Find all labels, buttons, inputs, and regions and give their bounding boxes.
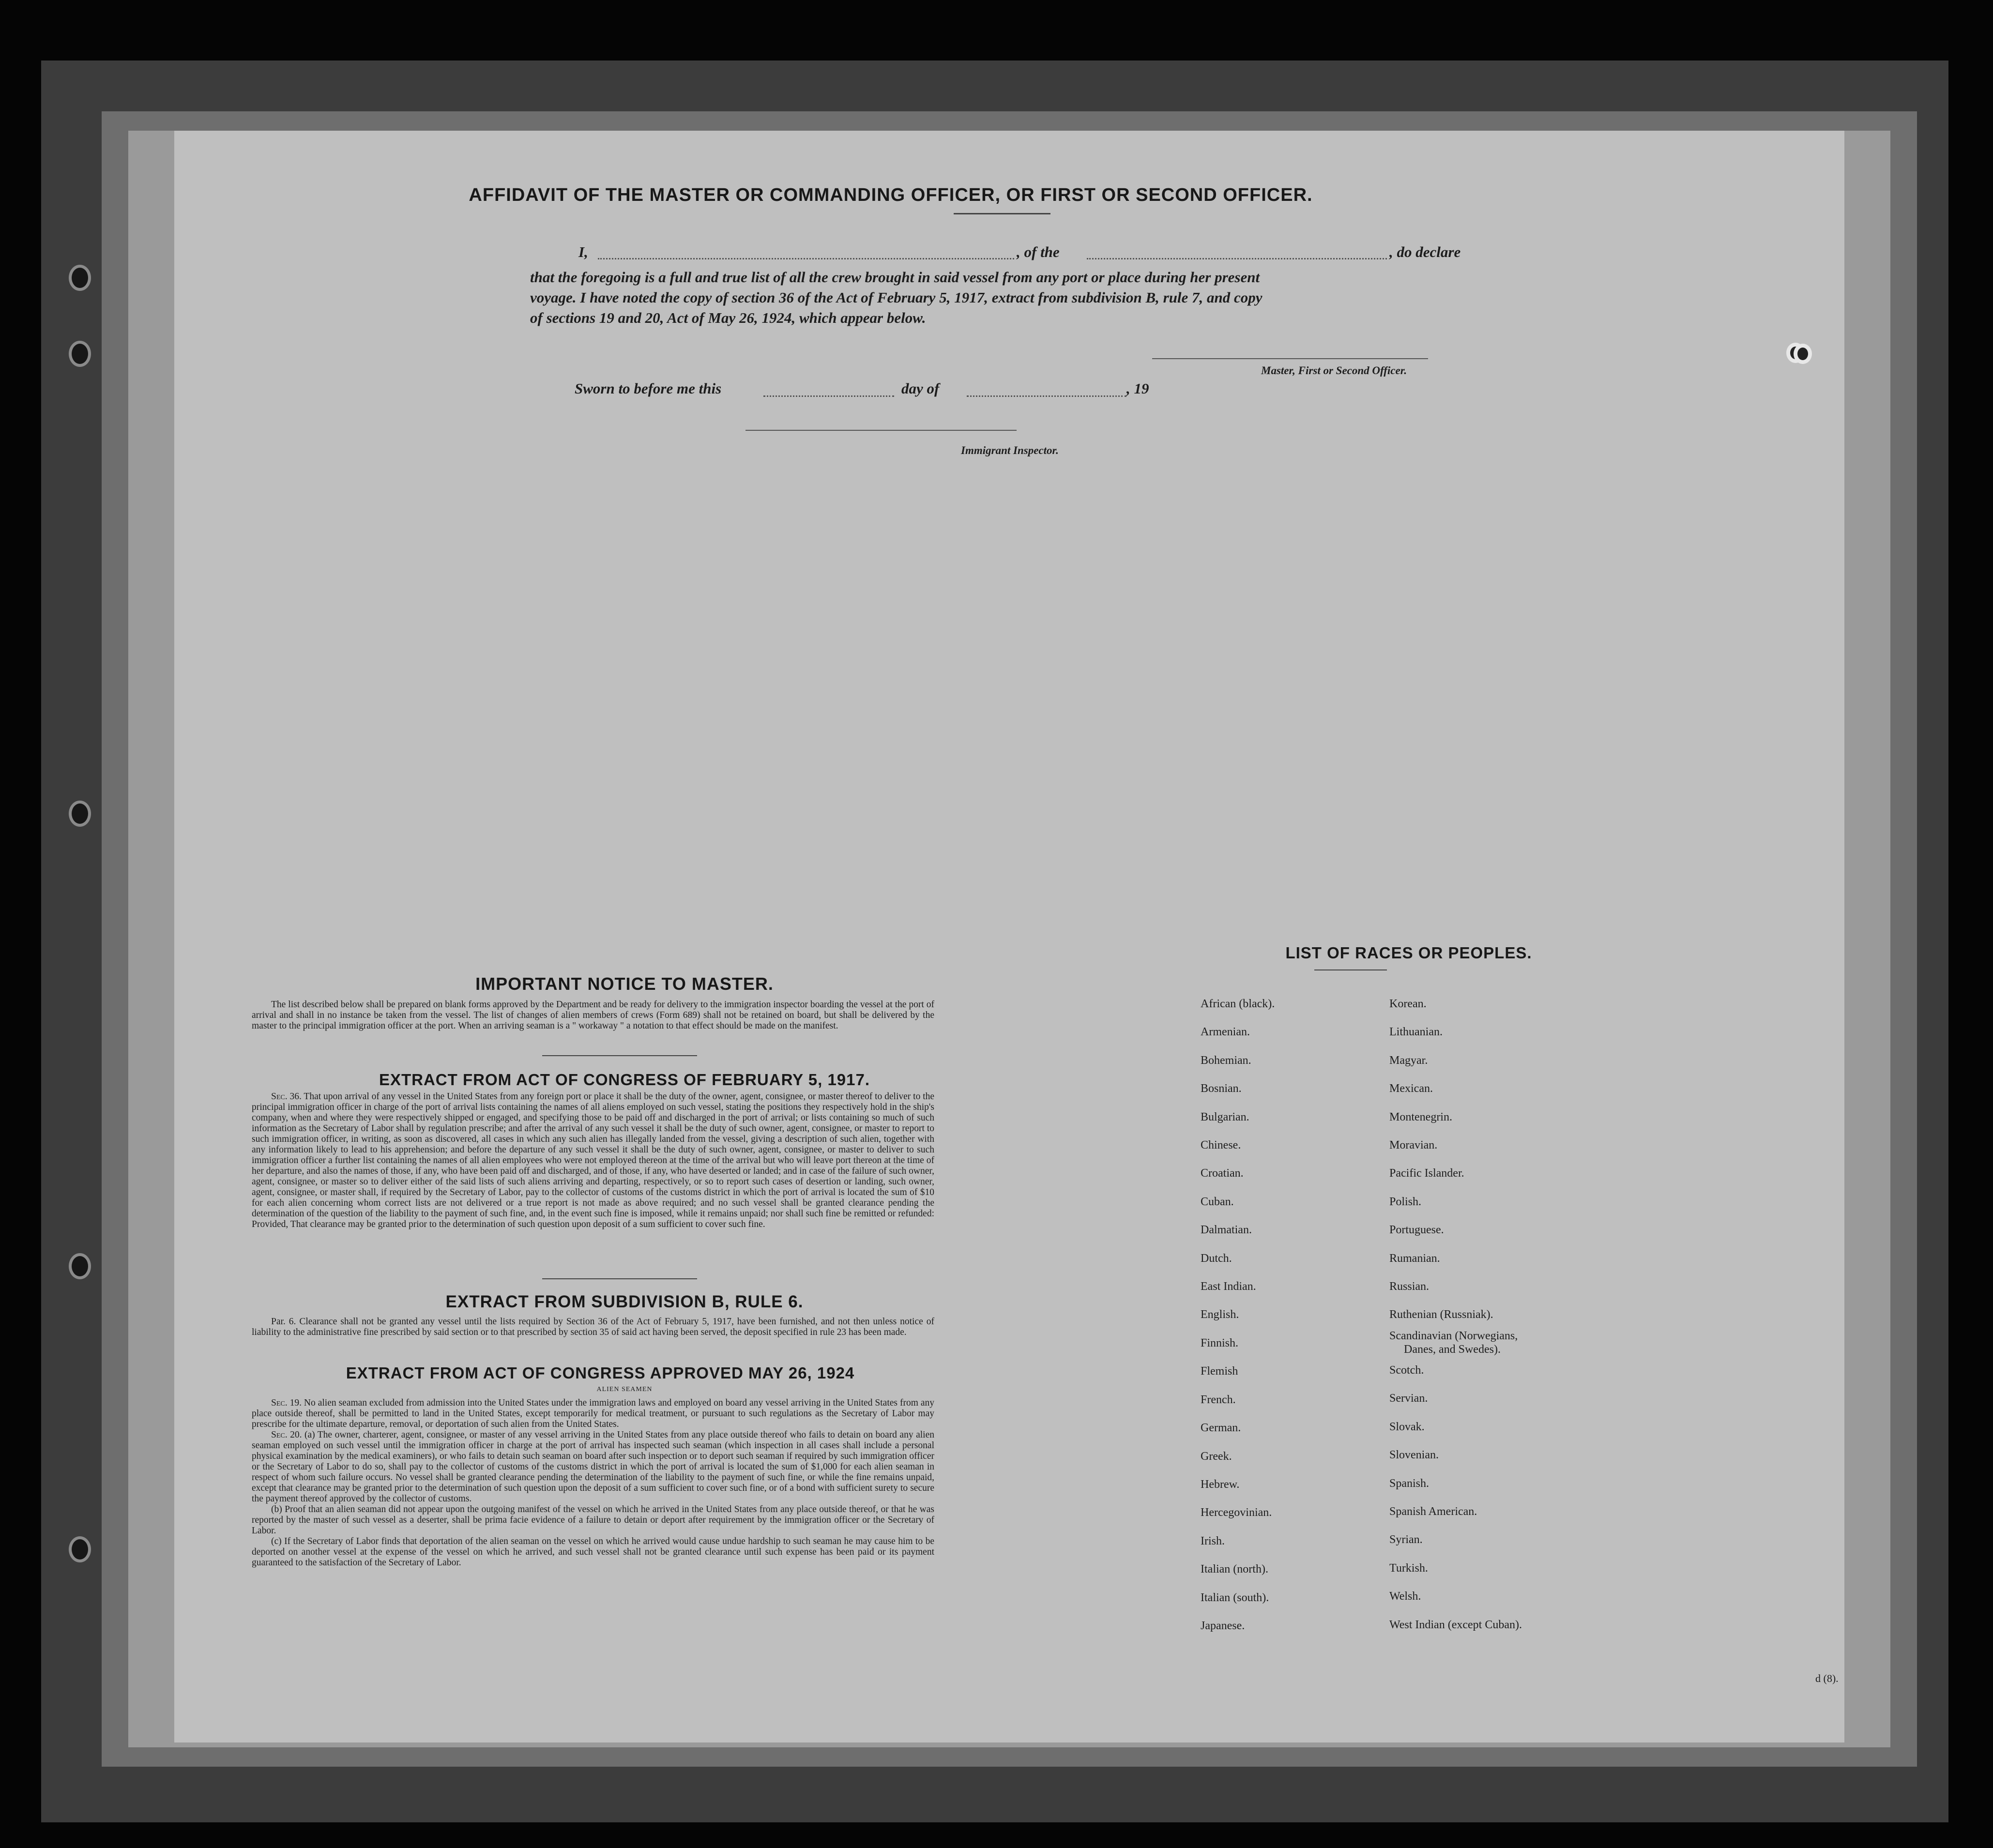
divider: [1314, 969, 1387, 970]
race-item: Welsh.: [1389, 1590, 1421, 1603]
form-number: d (8).: [1815, 1672, 1839, 1684]
race-item: Hebrew.: [1201, 1478, 1240, 1491]
punch-hole: [1794, 344, 1812, 364]
inspector-label: Immigrant Inspector.: [961, 444, 1059, 456]
punch-hole: [72, 344, 88, 364]
extract-1917-text: Sec. 36. That upon arrival of any vessel in the United States from any foreign port or place it shall be the duty of the owner, agent, consignee, or master thereof to deliver to the principal immigration officer in charge of the port of arrival lists containing the names of all aliens employed on such vessel, stating the positions they respectively hold in the ship's company, when and where they were respectively shipped or engaged, and specifying those to be paid off and discharged in the port of arrival; or lists containing so much of such information as the Secretary of Labor shall by regulation prescribe; and after the arrival of any such vessel it shall be the duty of such owner, agent, consignee, or master to report to such immigration officer, in writing, as soon as discovered, all cases in which any such alien has illegally landed from the vessel, giving a description of such alien, together with any information likely to lead to his apprehension; and before the departure of any such vessel it shall be the duty of such owner, agent, consignee, or master to deliver to such immigration officer a further list containing the names of all alien employees who were not employed thereon at the time of the arrival but who will leave port thereon at the time of her departure, and also the names of those, if any, who have been paid off and discharged, and of those, if any, who have deserted or landed; and in case of the failure of such owner, agent, consignee, or master so to deliver either of the said lists of such aliens arriving and departing, respectively, or so to report such cases of desertion or landing, such owner, agent, consignee, or master shall, if required by the Secretary of Labor, pay to the collector of customs of the customs district in which the port of arrival is located the sum of $10 for each alien concerning whom correct lists are not delivered or a true report is not made as above required; and no such vessel shall be granted clearance pending the determination of the question of the liability to the payment of such fine, and, in the event such fine is imposed, while it remains unpaid; nor shall such fine be remitted or refunded: Provided, That clearance may be granted prior to the determination of such question upon deposit of a sum sufficient to cover such fine.: [252, 1091, 935, 1229]
race-item: Syrian.: [1389, 1533, 1423, 1546]
race-item: Irish.: [1201, 1534, 1225, 1547]
race-item: Korean.: [1389, 998, 1427, 1010]
extract-1924-title: EXTRACT FROM ACT OF CONGRESS APPROVED MAY 26, 1924: [346, 1364, 855, 1382]
race-item: Bosnian.: [1201, 1082, 1242, 1095]
affidavit-line-1: I, , of the , do declare: [578, 243, 1461, 260]
races-left-column: [1201, 990, 1275, 1640]
divider: [542, 1278, 697, 1279]
race-item: Danes, and Swedes).: [1404, 1343, 1501, 1356]
race-item: Ruthenian (Russniak).: [1389, 1308, 1493, 1321]
race-item: Mexican.: [1389, 1082, 1433, 1095]
races-title: LIST OF RACES OR PEOPLES.: [1285, 944, 1532, 962]
race-item: Spanish American.: [1389, 1505, 1477, 1518]
race-item: Slovenian.: [1389, 1449, 1439, 1462]
punch-hole: [72, 1539, 88, 1560]
punch-hole: [72, 803, 88, 824]
divider: [542, 1055, 697, 1056]
divider: [954, 213, 1050, 214]
rule-6-text: Par. 6. Clearance shall not be granted any vessel until the lists required by Section 36 of the Act of February 5, 1917, have been furnished, and not then unless notice of liability to the administrative fine prescribed by said section or to that prescribed by section 35 of said act having been served, the deposit specified in rule 23 has been made.: [252, 1317, 934, 1337]
form-page: [174, 131, 1844, 1742]
affidavit-line-4: of sections 19 and 20, Act of May 26, 1924, which appear below.: [530, 309, 926, 326]
races-right-column: [1389, 990, 1522, 1639]
month-blank[interactable]: [967, 395, 1126, 397]
race-item: Bulgarian.: [1201, 1110, 1249, 1123]
notice-text: The list described below shall be prepared on blank forms approved by the Department and be ready for delivery to the immigration inspector boarding the vessel at the port of arrival and shall in no instance be taken from the vessel. The list of changes of alien members of crews (Form 689) shall not be retained on board, but shall be delivered by the master to the principal immigration officer at the port. When an arriving seaman is a " workaway " a notation to that effect should be made on the manifest.: [252, 1000, 934, 1031]
affidavit-title: AFFIDAVIT OF THE MASTER OR COMMANDING OFFICER, OR FIRST OR SECOND OFFICER.: [469, 185, 1313, 205]
race-item: Slovak.: [1389, 1420, 1425, 1433]
race-item: Portuguese.: [1389, 1224, 1444, 1237]
sworn-line: Sworn to before me this day of , 19: [575, 380, 1149, 397]
race-item: Moravian.: [1389, 1139, 1438, 1152]
race-item: Finnish.: [1201, 1336, 1239, 1349]
signature-line[interactable]: [1152, 358, 1428, 359]
race-item: Scotch.: [1389, 1363, 1424, 1377]
race-item: Chinese.: [1201, 1139, 1241, 1152]
race-item: English.: [1201, 1308, 1239, 1321]
race-item: Italian (south).: [1201, 1591, 1269, 1604]
punch-hole: [72, 268, 88, 288]
race-item: Bohemian.: [1201, 1054, 1251, 1067]
race-item: West Indian (except Cuban).: [1389, 1618, 1522, 1631]
signature-label: Master, First or Second Officer.: [1261, 364, 1407, 377]
race-item: Greek.: [1201, 1450, 1232, 1463]
notice-title: IMPORTANT NOTICE TO MASTER.: [475, 974, 774, 994]
race-item: African (black).: [1201, 998, 1275, 1010]
race-item: Dalmatian.: [1201, 1224, 1252, 1237]
punch-hole: [72, 1256, 88, 1276]
race-item: Magyar.: [1389, 1054, 1428, 1067]
race-item: Spanish.: [1389, 1477, 1430, 1490]
affidavit-line-3: voyage. I have noted the copy of section 36 of the Act of February 5, 1917, extract from subdivision B, rule 7, and copy: [530, 289, 1263, 306]
race-item: Italian (north).: [1201, 1563, 1268, 1576]
race-item: Scandinavian (Norwegians,: [1389, 1329, 1518, 1342]
race-item: Dutch.: [1201, 1252, 1232, 1265]
race-item: East Indian.: [1201, 1280, 1256, 1293]
race-item: Polish.: [1389, 1195, 1422, 1208]
race-item: Turkish.: [1389, 1561, 1428, 1575]
race-item: Russian.: [1389, 1280, 1430, 1293]
race-item: German.: [1201, 1422, 1241, 1435]
race-item: Flemish: [1201, 1365, 1238, 1378]
race-item: Lithuanian.: [1389, 1026, 1443, 1039]
rule-6-title: EXTRACT FROM SUBDIVISION B, RULE 6.: [445, 1292, 804, 1311]
affidavit-line-2: that the foregoing is a full and true list of all the crew brought in said vessel from any port or place during her present: [530, 269, 1260, 286]
day-blank[interactable]: [763, 395, 894, 397]
extract-1917-title: EXTRACT FROM ACT OF CONGRESS OF FEBRUARY 5, 1917.: [379, 1071, 870, 1089]
race-item: Hercegovinian.: [1201, 1506, 1272, 1519]
race-item: Rumanian.: [1389, 1252, 1440, 1265]
race-item: Cuban.: [1201, 1195, 1234, 1208]
race-item: French.: [1201, 1393, 1236, 1406]
race-item: Montenegrin.: [1389, 1110, 1452, 1123]
race-item: Servian.: [1389, 1392, 1428, 1405]
inspector-signature-line[interactable]: [745, 430, 1017, 431]
vessel-blank[interactable]: [1087, 258, 1387, 259]
race-item: Pacific Islander.: [1389, 1167, 1464, 1180]
race-item: Armenian.: [1201, 1026, 1250, 1039]
extract-1924-text: Sec. 19. No alien seaman excluded from admission into the United States under the immigration laws and employed on board any vessel arriving in the United States from any place outside thereof, shall be permitted to land in the United States, except temporarily for medical treatment, or pursuant to such regulations as the Secretary of Labor may prescribe for the ultimate departure, removal, or deportation of such alien from the United States. Sec. 20. (a) The owner, charterer, agent, consignee, or master of any vessel arriving in the United States from any place outside thereof who fails to detain on board any alien seaman employed on such vessel until the immigration officer in charge at the port of arrival has inspected such seaman (which inspection in all cases shall include a personal physical examination by the medical examiners), or who fails to detain such seaman on board after such inspection or to deport such seaman if required by such immigration officer or the Secretary of Labor to do so, shall pay to the collector of customs of the customs district in which the port of arrival is located the sum of $1,000 for each alien seaman in respect of whom such failure occurs. No vessel shall be granted clearance pending the determination of the liability to the payment of such fine, or while the fine remains unpaid, except that clearance may be granted prior to the determination of such question upon the deposit of a sum sufficient to cover such fine, or of a bond with sufficient surety to secure the payment thereof approved by the collector of customs. (b) Proof that an alien seaman did not appear upon the outgoing manifest of the vessel on which he arrived in the United States from any place outside thereof, or that he was reported by the master of such vessel as a deserter, shall be prima facie evidence of a failure to detain or deport after requirement by the immigration officer or the Secretary of Labor. (c) If the Secretary of Labor finds that deportation of the alien seaman on the vessel on which he arrived would cause undue hardship to such seaman he may cause him to be deported on another vessel at the expense of the vessel on which he arrived, and such vessel shall not be granted clearance until such expense has been paid or its payment guaranteed to the satisfaction of the Secretary of Labor.: [252, 1398, 934, 1568]
name-blank[interactable]: [598, 258, 1014, 259]
race-item: Croatian.: [1201, 1167, 1244, 1180]
race-item: Japanese.: [1201, 1619, 1245, 1632]
extract-1924-subtitle: ALIEN SEAMEN: [596, 1386, 653, 1393]
